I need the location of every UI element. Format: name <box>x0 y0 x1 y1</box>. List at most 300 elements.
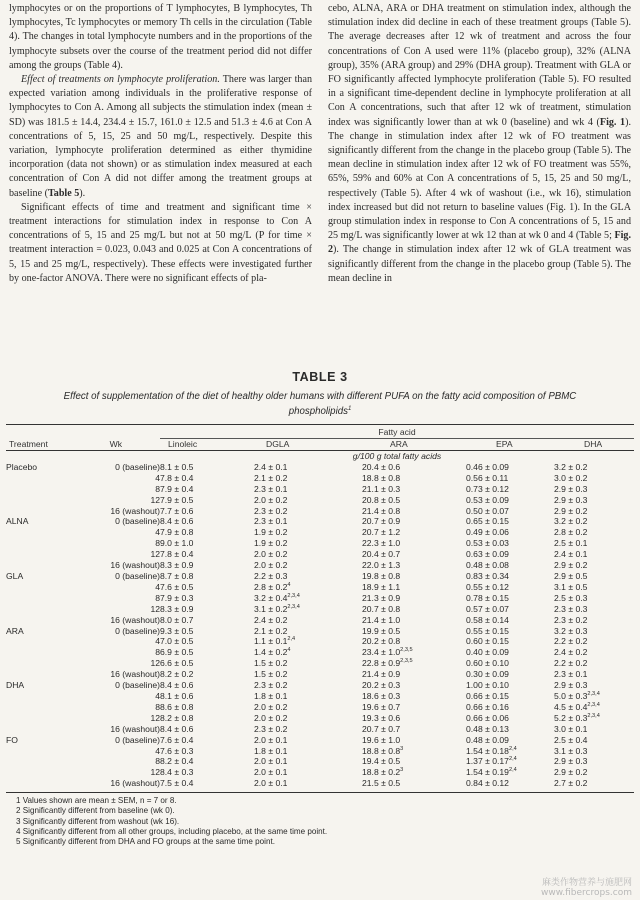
value-text: 0.48 ± 0.08 <box>466 560 509 571</box>
week-cell: 12 <box>150 658 160 669</box>
watermark <box>541 878 632 898</box>
value-cell <box>362 549 466 560</box>
value-text: 0.73 ± 0.12 <box>466 483 509 494</box>
value-text: 2.3 ± 0.1 <box>254 483 288 494</box>
col-header-wk: Wk <box>64 439 160 451</box>
table-row <box>6 691 634 702</box>
value-cell <box>466 473 554 484</box>
value-cell <box>554 702 634 713</box>
week-cell: 16 (washout) <box>110 505 160 516</box>
value-text: 0.60 ± 0.10 <box>466 658 509 669</box>
table-caption <box>6 390 634 418</box>
value-text: 8.7 ± 0.8 <box>160 571 194 582</box>
value-text: 0.53 ± 0.09 <box>466 494 509 505</box>
value-cell <box>362 778 466 789</box>
value-text: 8.2 ± 0.2 <box>160 669 194 680</box>
value-text: 2.5 ± 0.1 <box>554 538 588 549</box>
value-cell <box>466 462 554 473</box>
value-cell <box>160 778 254 789</box>
value-cell <box>254 713 362 724</box>
value-text: 3.0 ± 0.1 <box>554 723 588 734</box>
value-cell <box>554 538 634 549</box>
value-text: 8.0 ± 0.7 <box>160 614 194 625</box>
value-cell <box>466 527 554 538</box>
value-cell <box>554 615 634 626</box>
value-text: 7.5 ± 0.4 <box>160 778 194 789</box>
value-text: 1.5 ± 0.2 <box>254 669 288 680</box>
treatment-cell <box>6 484 64 495</box>
value-cell <box>554 484 634 495</box>
value-cell <box>466 593 554 604</box>
value-cell <box>254 462 362 473</box>
value-text: 18.9 ± 1.1 <box>362 581 401 592</box>
value-text: 0.46 ± 0.09 <box>466 461 509 472</box>
value-text: 2.5 ± 0.3 <box>554 592 588 603</box>
value-text: 7.9 ± 0.5 <box>160 494 194 505</box>
watermark-url: www.fibercrops.com <box>541 888 632 898</box>
value-text: 8.4 ± 0.6 <box>160 680 194 691</box>
section-heading: Effect of treatments on lymphocyte proliferation. <box>21 74 220 86</box>
value-text: 8.3 ± 0.9 <box>160 560 194 571</box>
value-text: 0.58 ± 0.14 <box>466 614 509 625</box>
value-cell <box>466 647 554 658</box>
value-text: 2.0 ± 0.1 <box>254 756 288 767</box>
value-text: 2.3 ± 0.3 <box>554 603 588 614</box>
value-text: 0.48 ± 0.13 <box>466 723 509 734</box>
value-cell <box>362 615 466 626</box>
table-row <box>6 669 634 680</box>
value-text: 1.37 ± 0.17 <box>466 756 509 767</box>
col-header-ara: ARA <box>362 439 466 451</box>
value-text: 2.3 ± 0.2 <box>254 505 288 516</box>
week-cell: 4 <box>155 745 160 756</box>
value-text: 6.9 ± 0.5 <box>160 647 194 658</box>
value-cell <box>160 626 254 637</box>
fatty-acid-table <box>6 424 634 793</box>
value-text: 18.8 ± 0.8 <box>362 472 401 483</box>
week-cell: 8 <box>155 538 160 549</box>
value-cell <box>160 506 254 517</box>
significance-marker: 2,3,5 <box>400 647 413 654</box>
value-text: 18.8 ± 0.2 <box>362 767 401 778</box>
value-text: 2.8 ± 0.2 <box>254 581 288 592</box>
week-cell: 0 (baseline) <box>115 680 160 691</box>
treatment-cell <box>6 527 64 538</box>
value-text: 21.5 ± 0.5 <box>362 778 401 789</box>
value-cell <box>362 626 466 637</box>
week-cell: 12 <box>150 603 160 614</box>
value-text: 7.9 ± 0.3 <box>160 592 194 603</box>
value-text: 7.9 ± 0.4 <box>160 483 194 494</box>
value-cell <box>466 604 554 615</box>
value-text: 1.8 ± 0.1 <box>254 745 288 756</box>
value-text: 19.9 ± 0.5 <box>362 625 401 636</box>
table-row <box>6 527 634 538</box>
value-text: 7.7 ± 0.6 <box>160 505 194 516</box>
value-cell <box>362 680 466 691</box>
week-cell: 8 <box>155 647 160 658</box>
table-row <box>6 462 634 473</box>
value-text: 7.9 ± 0.8 <box>160 527 194 538</box>
value-cell <box>362 756 466 767</box>
value-text: 1.00 ± 0.10 <box>466 680 509 691</box>
value-text: 0.57 ± 0.07 <box>466 603 509 614</box>
value-text: 21.4 ± 1.0 <box>362 614 401 625</box>
table-row <box>6 702 634 713</box>
value-cell <box>362 495 466 506</box>
left-column <box>9 2 312 349</box>
treatment-label: GLA <box>6 571 24 582</box>
value-cell <box>254 516 362 527</box>
treatment-cell <box>6 636 64 647</box>
value-cell <box>362 506 466 517</box>
value-text: 1.4 ± 0.2 <box>254 647 288 658</box>
significance-marker: 2,4 <box>287 636 296 643</box>
value-text: 2.9 ± 0.2 <box>554 767 588 778</box>
value-cell <box>362 767 466 778</box>
value-cell <box>554 527 634 538</box>
value-cell <box>466 615 554 626</box>
value-cell <box>254 506 362 517</box>
value-text: 8.4 ± 0.3 <box>160 767 194 778</box>
value-cell <box>466 571 554 582</box>
value-cell <box>254 538 362 549</box>
value-cell <box>160 658 254 669</box>
significance-marker: 2,4 <box>508 767 517 774</box>
value-cell <box>254 527 362 538</box>
value-cell <box>554 462 634 473</box>
week-cell: 8 <box>155 701 160 712</box>
value-cell <box>160 593 254 604</box>
value-cell <box>160 495 254 506</box>
value-cell <box>160 527 254 538</box>
value-cell <box>554 658 634 669</box>
table-row <box>6 724 634 735</box>
treatment-cell <box>6 746 64 757</box>
caption-footnote-marker: 1 <box>347 406 352 412</box>
treatment-cell <box>6 767 64 778</box>
value-text: 9.3 ± 0.5 <box>160 625 194 636</box>
value-text: 22.0 ± 1.3 <box>362 560 401 571</box>
value-text: 2.3 ± 0.2 <box>254 680 288 691</box>
significance-marker: 2,3,5 <box>400 658 413 665</box>
value-cell <box>466 516 554 527</box>
week-cell: 8 <box>155 483 160 494</box>
value-cell <box>254 691 362 702</box>
value-cell <box>160 636 254 647</box>
value-cell <box>554 506 634 517</box>
week-cell: 0 (baseline) <box>115 625 160 636</box>
value-cell <box>254 560 362 571</box>
value-cell <box>254 615 362 626</box>
value-cell <box>466 484 554 495</box>
value-cell <box>466 506 554 517</box>
value-text: 8.4 ± 0.6 <box>160 723 194 734</box>
value-text: 0.55 ± 0.12 <box>466 581 509 592</box>
table-row <box>6 658 634 669</box>
significance-marker: 2,4 <box>508 745 517 752</box>
week-cell: 16 (washout) <box>110 778 160 789</box>
significance-marker: 2,3,4 <box>587 702 600 709</box>
value-cell <box>554 495 634 506</box>
value-cell <box>254 604 362 615</box>
value-cell <box>466 680 554 691</box>
value-cell <box>254 582 362 593</box>
value-cell <box>254 647 362 658</box>
value-text: 1.1 ± 0.1 <box>254 636 288 647</box>
value-text: 2.0 ± 0.2 <box>254 549 288 560</box>
col-header-linoleic: Linoleic <box>160 439 254 451</box>
value-text: 2.0 ± 0.2 <box>254 494 288 505</box>
week-cell: 0 (baseline) <box>115 734 160 745</box>
value-text: 2.3 ± 0.2 <box>254 723 288 734</box>
treatment-cell <box>6 593 64 604</box>
week-cell: 12 <box>150 767 160 778</box>
table-row <box>6 506 634 517</box>
value-cell <box>554 626 634 637</box>
value-text: 8.2 ± 0.8 <box>160 712 194 723</box>
value-text: 0.60 ± 0.15 <box>466 636 509 647</box>
value-text: 2.3 ± 0.1 <box>254 516 288 527</box>
footnote: 4 Significantly different from all other groups, including placebo, at the same time point. <box>16 827 328 837</box>
col-header-dgla: DGLA <box>254 439 362 451</box>
value-cell <box>160 724 254 735</box>
value-cell <box>362 538 466 549</box>
value-cell <box>554 560 634 571</box>
treatment-cell <box>6 549 64 560</box>
value-cell <box>466 669 554 680</box>
value-text: 20.7 ± 0.8 <box>362 603 401 614</box>
value-text: 1.9 ± 0.2 <box>254 538 288 549</box>
significance-marker: 3 <box>400 767 404 774</box>
table-row <box>6 484 634 495</box>
value-text: 2.4 ± 0.1 <box>554 549 588 560</box>
value-cell <box>466 756 554 767</box>
value-cell <box>466 549 554 560</box>
week-cell: 16 (washout) <box>110 723 160 734</box>
week-cell: 16 (washout) <box>110 614 160 625</box>
value-cell <box>554 735 634 746</box>
value-cell <box>362 702 466 713</box>
value-text: 21.4 ± 0.9 <box>362 669 401 680</box>
value-cell <box>466 658 554 669</box>
value-cell <box>254 473 362 484</box>
week-cell: 16 (washout) <box>110 560 160 571</box>
week-cell: 8 <box>155 592 160 603</box>
table-row <box>6 778 634 789</box>
value-cell <box>554 593 634 604</box>
value-text: 18.6 ± 0.3 <box>362 690 401 701</box>
significance-marker: 2,3,4 <box>587 712 600 719</box>
value-text: 2.2 ± 0.3 <box>254 571 288 582</box>
value-cell <box>466 538 554 549</box>
value-cell <box>160 767 254 778</box>
value-cell <box>554 778 634 789</box>
footnote: 3 Significantly different from washout (wk 16). <box>16 816 180 826</box>
value-cell <box>362 691 466 702</box>
value-text: 5.2 ± 0.3 <box>554 712 588 723</box>
value-text: 3.2 ± 0.4 <box>254 592 288 603</box>
value-cell <box>160 538 254 549</box>
value-text: 1.9 ± 0.2 <box>254 527 288 538</box>
value-text: 0.49 ± 0.06 <box>466 527 509 538</box>
table-row <box>6 560 634 571</box>
value-text: 2.9 ± 0.5 <box>554 571 588 582</box>
value-cell <box>554 549 634 560</box>
week-cell: 0 (baseline) <box>115 461 160 472</box>
table-footnotes <box>6 796 634 847</box>
value-cell <box>554 473 634 484</box>
table-row <box>6 735 634 746</box>
value-text: 2.0 ± 0.2 <box>254 560 288 571</box>
value-text: 7.6 ± 0.3 <box>160 745 194 756</box>
value-text: 19.8 ± 0.8 <box>362 571 401 582</box>
week-cell: 4 <box>155 581 160 592</box>
value-cell <box>362 527 466 538</box>
value-cell <box>466 702 554 713</box>
value-cell <box>554 724 634 735</box>
value-text: 2.4 ± 0.2 <box>554 647 588 658</box>
value-cell <box>466 713 554 724</box>
value-text: 1.54 ± 0.18 <box>466 745 509 756</box>
value-text: 3.2 ± 0.2 <box>554 516 588 527</box>
treatment-cell <box>6 560 64 571</box>
value-text: 1.8 ± 0.1 <box>254 690 288 701</box>
treatment-cell <box>6 691 64 702</box>
value-cell <box>160 516 254 527</box>
paragraph: lymphocytes or on the proportions of T lymphocytes, B lymphocytes, Th lymphocytes, Tc lymphocytes or memory Th cells in the circulation (Table 4). The changes in total lymphocyte numbers and in the proportions of the lymphocyte subsets over the course of the treatment period did not differ among the groups (Table 4). <box>9 3 312 71</box>
value-cell <box>554 669 634 680</box>
value-cell <box>466 560 554 571</box>
right-column <box>328 2 631 349</box>
value-text: 21.4 ± 0.8 <box>362 505 401 516</box>
table-row <box>6 473 634 484</box>
value-text: 2.0 ± 0.2 <box>254 712 288 723</box>
value-text: 8.1 ± 0.5 <box>160 461 194 472</box>
value-text: 9.0 ± 1.0 <box>160 538 194 549</box>
significance-marker: 2,4 <box>508 756 517 763</box>
value-cell <box>254 746 362 757</box>
treatment-cell <box>6 495 64 506</box>
value-text: 20.4 ± 0.6 <box>362 461 401 472</box>
value-cell <box>160 462 254 473</box>
value-text: 0.53 ± 0.03 <box>466 538 509 549</box>
value-text: 19.4 ± 0.5 <box>362 756 401 767</box>
treatment-cell <box>6 506 64 517</box>
paragraph-text: ). <box>79 187 86 199</box>
value-text: 2.2 ± 0.2 <box>554 658 588 669</box>
value-text: 2.9 ± 0.3 <box>554 756 588 767</box>
value-cell <box>554 582 634 593</box>
treatment-cell <box>6 615 64 626</box>
value-text: 7.8 ± 0.4 <box>160 549 194 560</box>
week-cell: 0 (baseline) <box>115 571 160 582</box>
significance-marker: 4 <box>287 582 291 589</box>
value-cell <box>160 691 254 702</box>
value-text: 2.3 ± 0.1 <box>554 669 588 680</box>
table-row <box>6 538 634 549</box>
value-cell <box>160 713 254 724</box>
value-text: 7.6 ± 0.5 <box>160 581 194 592</box>
paragraph-text: ). The change in stimulation index after 12 wk of FO treatment was significantly different from the change in the placebo group (Table 5). The mean decline in stimulation index after 12 wk of FO treatment was 55%, 65%, 59% and 60% at Con A concentrations of 5, 15, 25 and 50 mg/L, respectively (Table 5). After 4 wk of washout (i.e., wk 16), stimulation index increased but did not return to baseline values (Fig. 1). In the GLA group stimulation index in response to Con A concentrations of 5, 15 and 25 mg/L was significantly lower at wk 12 than at wk 0 and 4 (Table 5; <box>328 116 631 242</box>
value-text: 4.5 ± 0.4 <box>554 701 588 712</box>
value-text: 7.6 ± 0.4 <box>160 734 194 745</box>
value-text: 8.2 ± 0.4 <box>160 756 194 767</box>
value-cell <box>254 680 362 691</box>
value-cell <box>554 680 634 691</box>
value-text: 0.66 ± 0.15 <box>466 690 509 701</box>
value-cell <box>362 473 466 484</box>
value-text: 0.48 ± 0.09 <box>466 734 509 745</box>
value-cell <box>160 746 254 757</box>
col-header-treatment: Treatment <box>6 439 64 451</box>
table-row <box>6 549 634 560</box>
value-cell <box>554 516 634 527</box>
value-cell <box>554 604 634 615</box>
figure-reference: Fig. 2 <box>328 230 631 256</box>
value-cell <box>160 735 254 746</box>
col-header-epa: EPA <box>466 439 554 451</box>
week-cell: 8 <box>155 756 160 767</box>
value-text: 6.6 ± 0.5 <box>160 658 194 669</box>
value-text: 2.0 ± 0.1 <box>254 767 288 778</box>
week-cell: 12 <box>150 549 160 560</box>
table-reference: Table 5 <box>47 187 80 199</box>
value-cell <box>254 658 362 669</box>
paragraph <box>9 73 312 201</box>
value-cell <box>160 669 254 680</box>
value-text: 19.3 ± 0.6 <box>362 712 401 723</box>
value-cell <box>160 615 254 626</box>
value-text: 20.7 ± 0.7 <box>362 723 401 734</box>
table-3 <box>6 364 634 896</box>
value-cell <box>362 647 466 658</box>
value-cell <box>466 724 554 735</box>
treatment-cell <box>6 724 64 735</box>
treatment-label: DHA <box>6 680 25 691</box>
treatment-label: Placebo <box>6 461 38 472</box>
week-cell: 16 (washout) <box>110 669 160 680</box>
value-cell <box>466 495 554 506</box>
paragraph-text: cebo, ALNA, ARA or DHA treatment on stimulation index, although the stimulation index did decline in each of these treatment groups (Table 5). The average decreases after 12 wk of treatment and across the four concentrations of Con A used were 11% (placebo group), 32% (ALNA group), 35% (ARA group) and 29% (DHA group). Treatment with GLA or FO significantly affected lymphocyte proliferation (Table 5). FO resulted in a significant time-dependent decline in lymphocyte proliferation at all Con A concentrations, such that after 12 wk of treatment, stimulation index was significantly lower than at wk 0 (baseline) and wk 4 ( <box>328 3 631 128</box>
fatty-acid-group-header: Fatty acid <box>378 427 416 438</box>
value-text: 20.2 ± 0.3 <box>362 680 401 691</box>
value-text: 3.0 ± 0.2 <box>554 472 588 483</box>
value-cell <box>466 778 554 789</box>
value-cell <box>466 626 554 637</box>
week-cell: 4 <box>155 527 160 538</box>
value-text: 1.54 ± 0.19 <box>466 767 509 778</box>
table-row <box>6 516 634 527</box>
paragraph <box>328 2 631 286</box>
value-text: 3.1 ± 0.5 <box>554 581 588 592</box>
value-cell <box>362 713 466 724</box>
value-cell <box>254 484 362 495</box>
value-text: 18.8 ± 0.8 <box>362 745 401 756</box>
value-cell <box>362 560 466 571</box>
paragraph-text: ). The change in stimulation index after 12 wk of GLA treatment was significantly different from the change in the placebo group (Table 5). The mean decline in <box>328 244 631 284</box>
value-text: 2.5 ± 0.4 <box>554 734 588 745</box>
treatment-cell <box>6 756 64 767</box>
value-cell <box>362 658 466 669</box>
value-cell <box>160 571 254 582</box>
table-row <box>6 582 634 593</box>
table-row <box>6 626 634 637</box>
value-cell <box>554 746 634 757</box>
value-text: 0.78 ± 0.15 <box>466 592 509 603</box>
value-text: 2.9 ± 0.3 <box>554 680 588 691</box>
value-text: 0.56 ± 0.11 <box>466 472 509 483</box>
